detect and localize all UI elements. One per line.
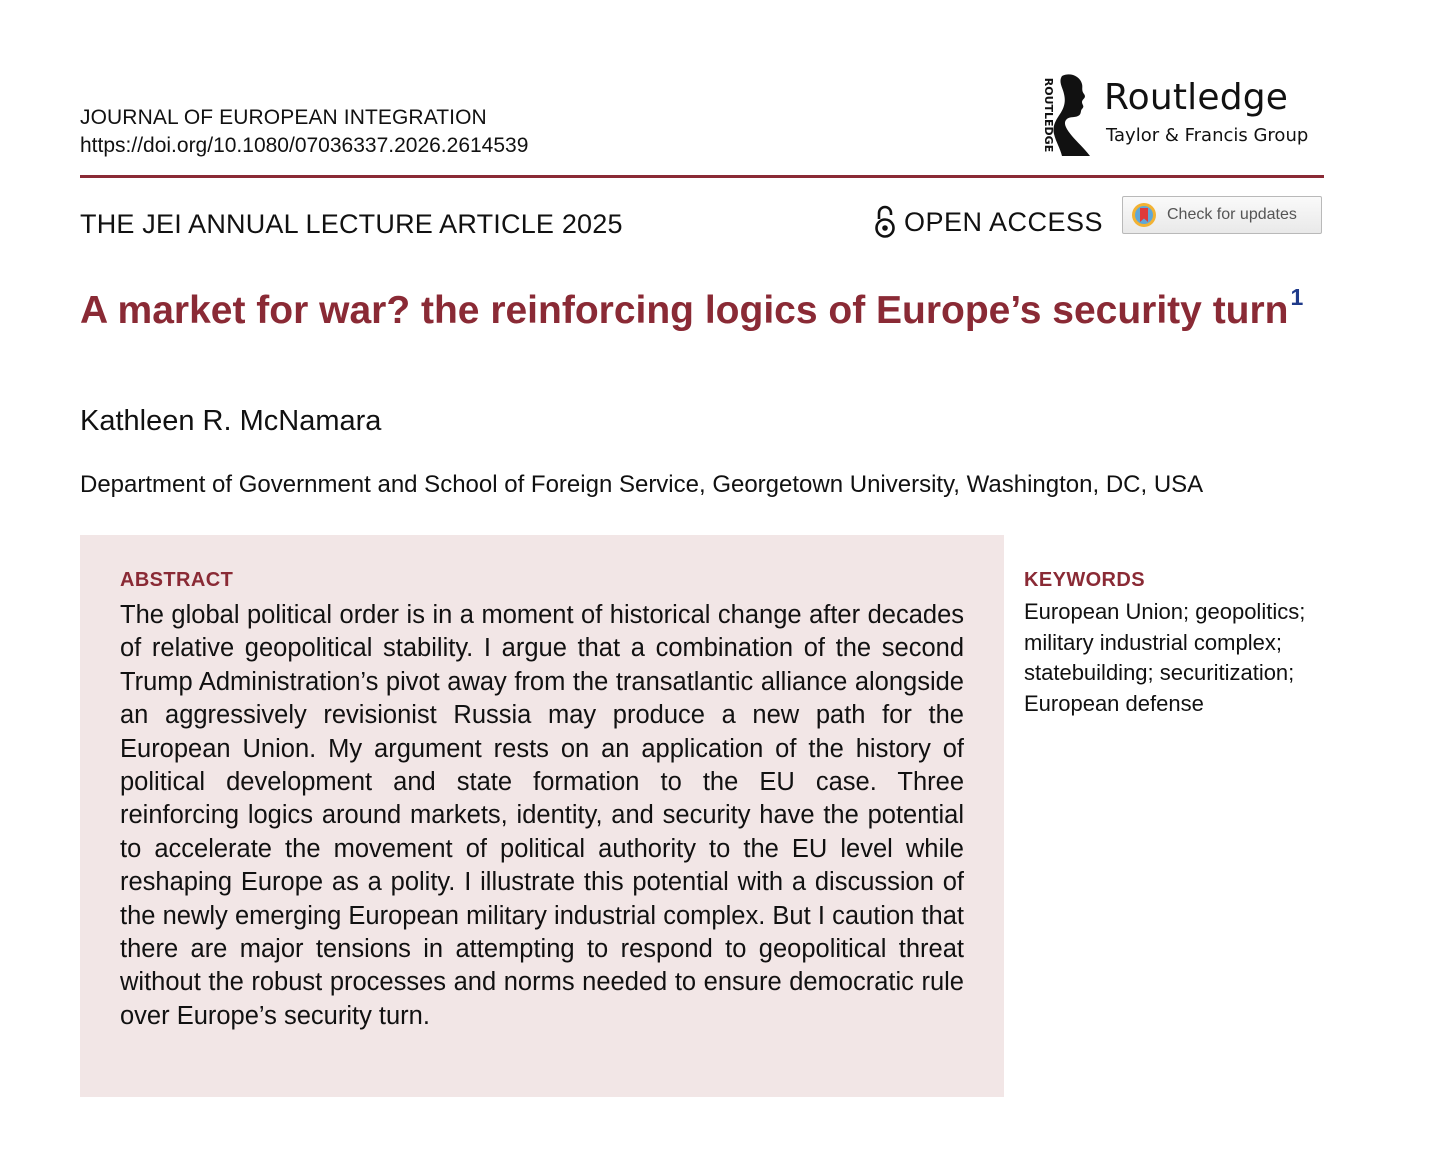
doi-link[interactable]: https://doi.org/10.1080/07036337.2026.2614539 <box>80 134 529 157</box>
keywords-heading: KEYWORDS <box>1024 569 1145 591</box>
abstract-panel <box>80 535 1004 1097</box>
routledge-logo-icon <box>1036 72 1092 158</box>
author-name[interactable]: Kathleen R. McNamara <box>80 405 382 437</box>
article-type: THE JEI ANNUAL LECTURE ARTICLE 2025 <box>80 209 623 239</box>
keyword-item[interactable] <box>1024 689 1354 720</box>
vertical-mark-text: ROUTLEDGE <box>1042 77 1055 153</box>
abstract-text: The global political order is in a moment of historical change after decades of relative geopolitical stability. I argue that a combination of the second Trump Administration’s pivot away from the transatlantic alliance alongside an aggressively revisionist Russia may produce a new path for the European Union. My argument rests on an application of the history of political development and state formation to the EU case. Three reinforcing logics around markets, identity, and security have the potential to accelerate the movement of political authority to the EU level while reshaping Europe as a polity. I illustrate this potential with a discussion of the newly emerging European military industrial complex. But I caution that there are major tensions in attempting to respond to geopolitical threat without the robust processes and norms needed to ensure democratic rule over Europe’s security turn. <box>120 601 964 1030</box>
journal-header <box>80 104 528 160</box>
journal-name: JOURNAL OF EUROPEAN INTEGRATION <box>80 106 487 129</box>
open-lock-icon <box>874 205 896 239</box>
keyword-item-text[interactable]: military industrial complex; <box>1024 629 1282 655</box>
keyword-item-text[interactable]: geopolitics; <box>1195 599 1306 624</box>
keyword-item-text[interactable]: statebuilding; <box>1024 660 1154 685</box>
keywords-list <box>1024 597 1354 719</box>
open-access-badge <box>874 205 1103 239</box>
publisher-name: Routledge <box>1104 77 1289 118</box>
open-access-label: OPEN ACCESS <box>904 207 1104 237</box>
header-divider <box>80 175 1324 178</box>
check-for-updates-label: Check for updates <box>1167 206 1297 223</box>
article-title <box>80 276 1340 336</box>
keyword-item[interactable] <box>1024 658 1354 689</box>
publisher-group: Taylor & Francis Group <box>1106 125 1309 146</box>
title-text: A market for war? the reinforcing logics of Europe’s security turn <box>80 289 1289 332</box>
publisher-logo[interactable] <box>1036 72 1326 158</box>
author-affiliation: Department of Government and School of Foreign Service, Georgetown University, Washington, DC, USA <box>80 471 1204 498</box>
keyword-item[interactable] <box>1024 628 1354 659</box>
keyword-item-text[interactable]: European defense <box>1024 690 1204 716</box>
title-footnote-link[interactable]: 1 <box>1290 284 1304 310</box>
keyword-item-text[interactable]: securitization; <box>1159 660 1295 685</box>
crossmark-icon <box>1131 202 1157 228</box>
keyword-item[interactable] <box>1024 597 1354 628</box>
keyword-item-text[interactable]: European Union; <box>1024 599 1190 624</box>
check-for-updates-button[interactable] <box>1122 196 1322 234</box>
abstract-heading: ABSTRACT <box>120 569 234 591</box>
